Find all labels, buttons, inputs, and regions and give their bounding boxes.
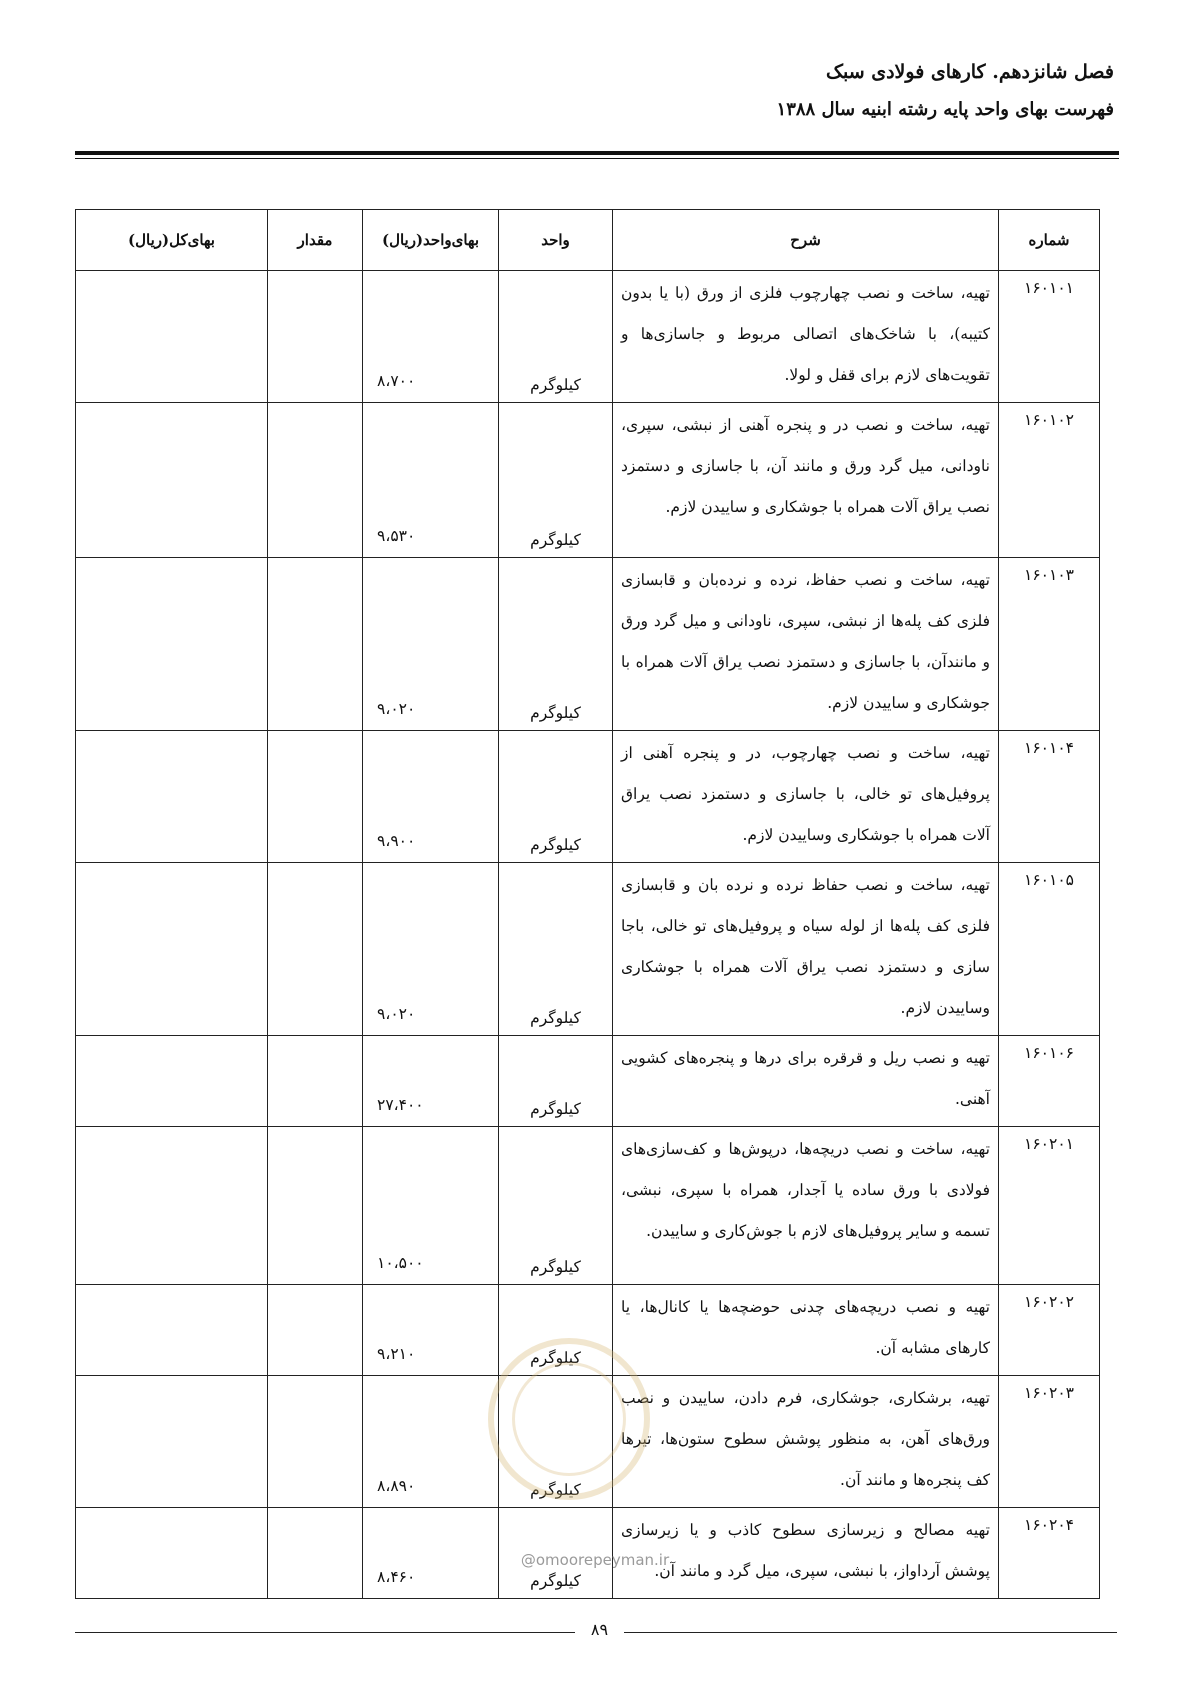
table-row <box>76 271 1100 403</box>
col-header-quantity: مقدار <box>268 210 363 271</box>
item-unit: کیلوگرم <box>499 1376 613 1508</box>
item-number: ۱۶۰۱۰۱ <box>999 271 1100 403</box>
page-header <box>70 58 1114 124</box>
item-description: تهیه، ساخت و نصب دریچه‌ها، درپوش‌ها و کف‌سازی‌های فولادی با ورق ساده یا آجدار، همراه با سپری، نبشی، تسمه و سایر پروفیل‌های لازم با جوش‌کاری و ساییدن. <box>613 1127 999 1285</box>
item-number: ۱۶۰۲۰۲ <box>999 1285 1100 1376</box>
item-unit-price: ۸،۸۹۰ <box>363 1376 499 1508</box>
item-quantity <box>268 558 363 731</box>
item-quantity <box>268 1285 363 1376</box>
book-title: فهرست بهای واحد پایه رشته ابنیه سال ۱۳۸۸ <box>776 99 1114 120</box>
item-unit: کیلوگرم <box>499 558 613 731</box>
item-unit-price: ۸،۴۶۰ <box>363 1508 499 1599</box>
item-unit-price: ۸،۷۰۰ <box>363 271 499 403</box>
item-total-price <box>76 1036 268 1127</box>
item-total-price <box>76 863 268 1036</box>
col-header-total-price: بهای‌کل(ریال) <box>76 210 268 271</box>
item-unit: کیلوگرم <box>499 1285 613 1376</box>
item-description: تهیه، ساخت و نصب چهارچوب فلزی از ورق (با یا بدون کتیبه)، با شاخک‌های اتصالی مربوط و جاسازی‌ها و تقویت‌های لازم برای قفل و لولا. <box>613 271 999 403</box>
header-rule-thick <box>75 151 1119 155</box>
item-unit-price: ۱۰،۵۰۰ <box>363 1127 499 1285</box>
price-table <box>75 209 1100 1599</box>
item-description: تهیه مصالح و زیرسازی سطوح کاذب و یا زیرسازی پوشش آرداواز، با نبشی، سپری، میل گرد و مانند آن. <box>613 1508 999 1599</box>
item-total-price <box>76 731 268 863</box>
item-number: ۱۶۰۱۰۲ <box>999 403 1100 558</box>
item-quantity <box>268 863 363 1036</box>
table-row <box>76 1127 1100 1285</box>
item-unit-price: ۹،۵۳۰ <box>363 403 499 558</box>
item-quantity <box>268 1036 363 1127</box>
table-row <box>76 863 1100 1036</box>
table-row <box>76 558 1100 731</box>
item-unit-price: ۹،۰۲۰ <box>363 558 499 731</box>
item-unit: کیلوگرم <box>499 731 613 863</box>
item-number: ۱۶۰۱۰۳ <box>999 558 1100 731</box>
item-number: ۱۶۰۲۰۳ <box>999 1376 1100 1508</box>
item-number: ۱۶۰۱۰۶ <box>999 1036 1100 1127</box>
item-unit-price: ۹،۰۲۰ <box>363 863 499 1036</box>
item-unit-price: ۹،۲۱۰ <box>363 1285 499 1376</box>
item-total-price <box>76 558 268 731</box>
table-header-row <box>76 210 1100 271</box>
col-header-description: شرح <box>613 210 999 271</box>
table-row <box>76 1285 1100 1376</box>
item-unit-price: ۲۷،۴۰۰ <box>363 1036 499 1127</box>
item-unit: کیلوگرم <box>499 271 613 403</box>
item-number: ۱۶۰۱۰۵ <box>999 863 1100 1036</box>
item-total-price <box>76 403 268 558</box>
item-total-price <box>76 1376 268 1508</box>
table-row <box>76 403 1100 558</box>
table-row <box>76 731 1100 863</box>
item-quantity <box>268 1376 363 1508</box>
watermark-site: @omoorepeyman.ir <box>520 1551 670 1569</box>
item-number: ۱۶۰۲۰۴ <box>999 1508 1100 1599</box>
item-unit: کیلوگرم <box>499 1036 613 1127</box>
item-quantity <box>268 731 363 863</box>
item-description: تهیه، ساخت و نصب حفاظ، نرده و نرده‌بان و قابسازی فلزی کف پله‌ها از نبشی، سپری، ناودانی و میل گرد ورق و مانندآن، با جاسازی و دستمزد نصب یراق آلات همراه با جوشکاری و ساییدن لازم. <box>613 558 999 731</box>
item-quantity <box>268 1127 363 1285</box>
item-unit: کیلوگرم <box>499 403 613 558</box>
item-quantity <box>268 271 363 403</box>
item-unit: کیلوگرم <box>499 1508 613 1599</box>
header-rule-thin <box>75 158 1119 159</box>
table-row <box>76 1376 1100 1508</box>
col-header-number: شماره <box>999 210 1100 271</box>
item-description: تهیه و نصب دریچه‌های چدنی حوضچه‌ها یا کانال‌ها، یا کارهای مشابه آن. <box>613 1285 999 1376</box>
col-header-unit: واحد <box>499 210 613 271</box>
item-description: تهیه، برشکاری، جوشکاری، فرم دادن، ساییدن و نصب ورق‌های آهن، به منظور پوشش سطوح ستون‌ها، تیرها کف پنجره‌ها و مانند آن. <box>613 1376 999 1508</box>
col-header-unit-price: بهای‌واحد(ریال) <box>363 210 499 271</box>
item-description: تهیه و نصب ریل و قرقره برای درها و پنجره‌های کشویی آهنی. <box>613 1036 999 1127</box>
item-total-price <box>76 1127 268 1285</box>
item-description: تهیه، ساخت و نصب حفاظ نرده و نرده بان و قابسازی فلزی کف پله‌ها از لوله سیاه و پروفیل‌های تو خالی، باجا سازی و دستمزد نصب یراق آلات همراه با جوشکاری وساییدن لازم. <box>613 863 999 1036</box>
table-row <box>76 1036 1100 1127</box>
footer-rule-left <box>75 1632 575 1633</box>
item-quantity <box>268 403 363 558</box>
footer-rule-right <box>624 1632 1117 1633</box>
item-unit: کیلوگرم <box>499 863 613 1036</box>
page-number: ۸۹ <box>590 1620 609 1639</box>
item-number: ۱۶۰۱۰۴ <box>999 731 1100 863</box>
item-description: تهیه، ساخت و نصب در و پنجره آهنی از نبشی، سپری، ناودانی، میل گرد ورق و مانند آن، با جاسازی و دستمزد نصب یراق آلات همراه با جوشکاری و ساییدن لازم. <box>613 403 999 558</box>
item-unit-price: ۹،۹۰۰ <box>363 731 499 863</box>
item-total-price <box>76 1285 268 1376</box>
item-description: تهیه، ساخت و نصب چهارچوب، در و پنجره آهنی از پروفیل‌های تو خالی، با جاسازی و دستمزد نصب یراق آلات همراه با جوشکاری وساییدن لازم. <box>613 731 999 863</box>
chapter-title: فصل شانزدهم. کارهای فولادی سبک <box>825 61 1114 83</box>
item-unit: کیلوگرم <box>499 1127 613 1285</box>
item-total-price <box>76 271 268 403</box>
item-number: ۱۶۰۲۰۱ <box>999 1127 1100 1285</box>
